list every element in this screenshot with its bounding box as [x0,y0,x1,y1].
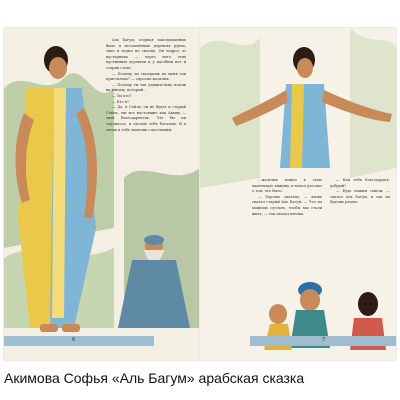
paragraph: …мальчик вошёл в свою маленькую хижину и начал рассказ о том, что было. [252,178,322,194]
paragraph: — Да, я Сейла, он не будет и старый Сейла, мы все настоящие как Акмяд — твой благодаритель. Что бы ни случилось, я сделаю тебя богатым. Я в силах и тебе мальчик счастливым. [106,105,186,132]
paragraph: — Почему ты так удивительно похож на юношу, который… [106,82,186,93]
book-spread [4,28,396,360]
paragraph: — Ты кто? [112,93,132,98]
left-text [106,38,186,133]
paragraph: — Кто я? [112,99,130,104]
page-number-bar [250,336,396,346]
left-page [4,28,200,360]
right-text-column-1 [252,178,322,217]
paragraph: — Как тебя благодарить, добрый? [330,178,390,188]
image-caption: Акимова Софья «Аль Багум» арабская сказка [4,370,305,386]
right-text-column-2 [330,178,390,206]
page-number: 7 [322,337,326,343]
paragraph: — Будь нашим сыном, — сказал Аль Багум, и так ты будешь рядом. [330,189,390,205]
right-page [200,28,396,360]
paragraph: Аль Багум, оторвав заколдованных было в истомлённых деревьях руках, тихо и ходил по склону. Он подрос от кустарника — через него этих пустынных деревьев и у пастбищ нет и старик стоит. [106,38,186,70]
paragraph: — Хорошо сказано, — вновь сказал старый Аль Багум. — Что ты можешь сделать, чтобы мы стали жить, — так сказал юноша. [252,194,322,216]
page-number-bar [4,336,154,346]
paragraph: — Почему ты смотришь на меня так пристально? — спросил мальчик. [106,71,186,82]
page-number: 6 [72,337,76,343]
